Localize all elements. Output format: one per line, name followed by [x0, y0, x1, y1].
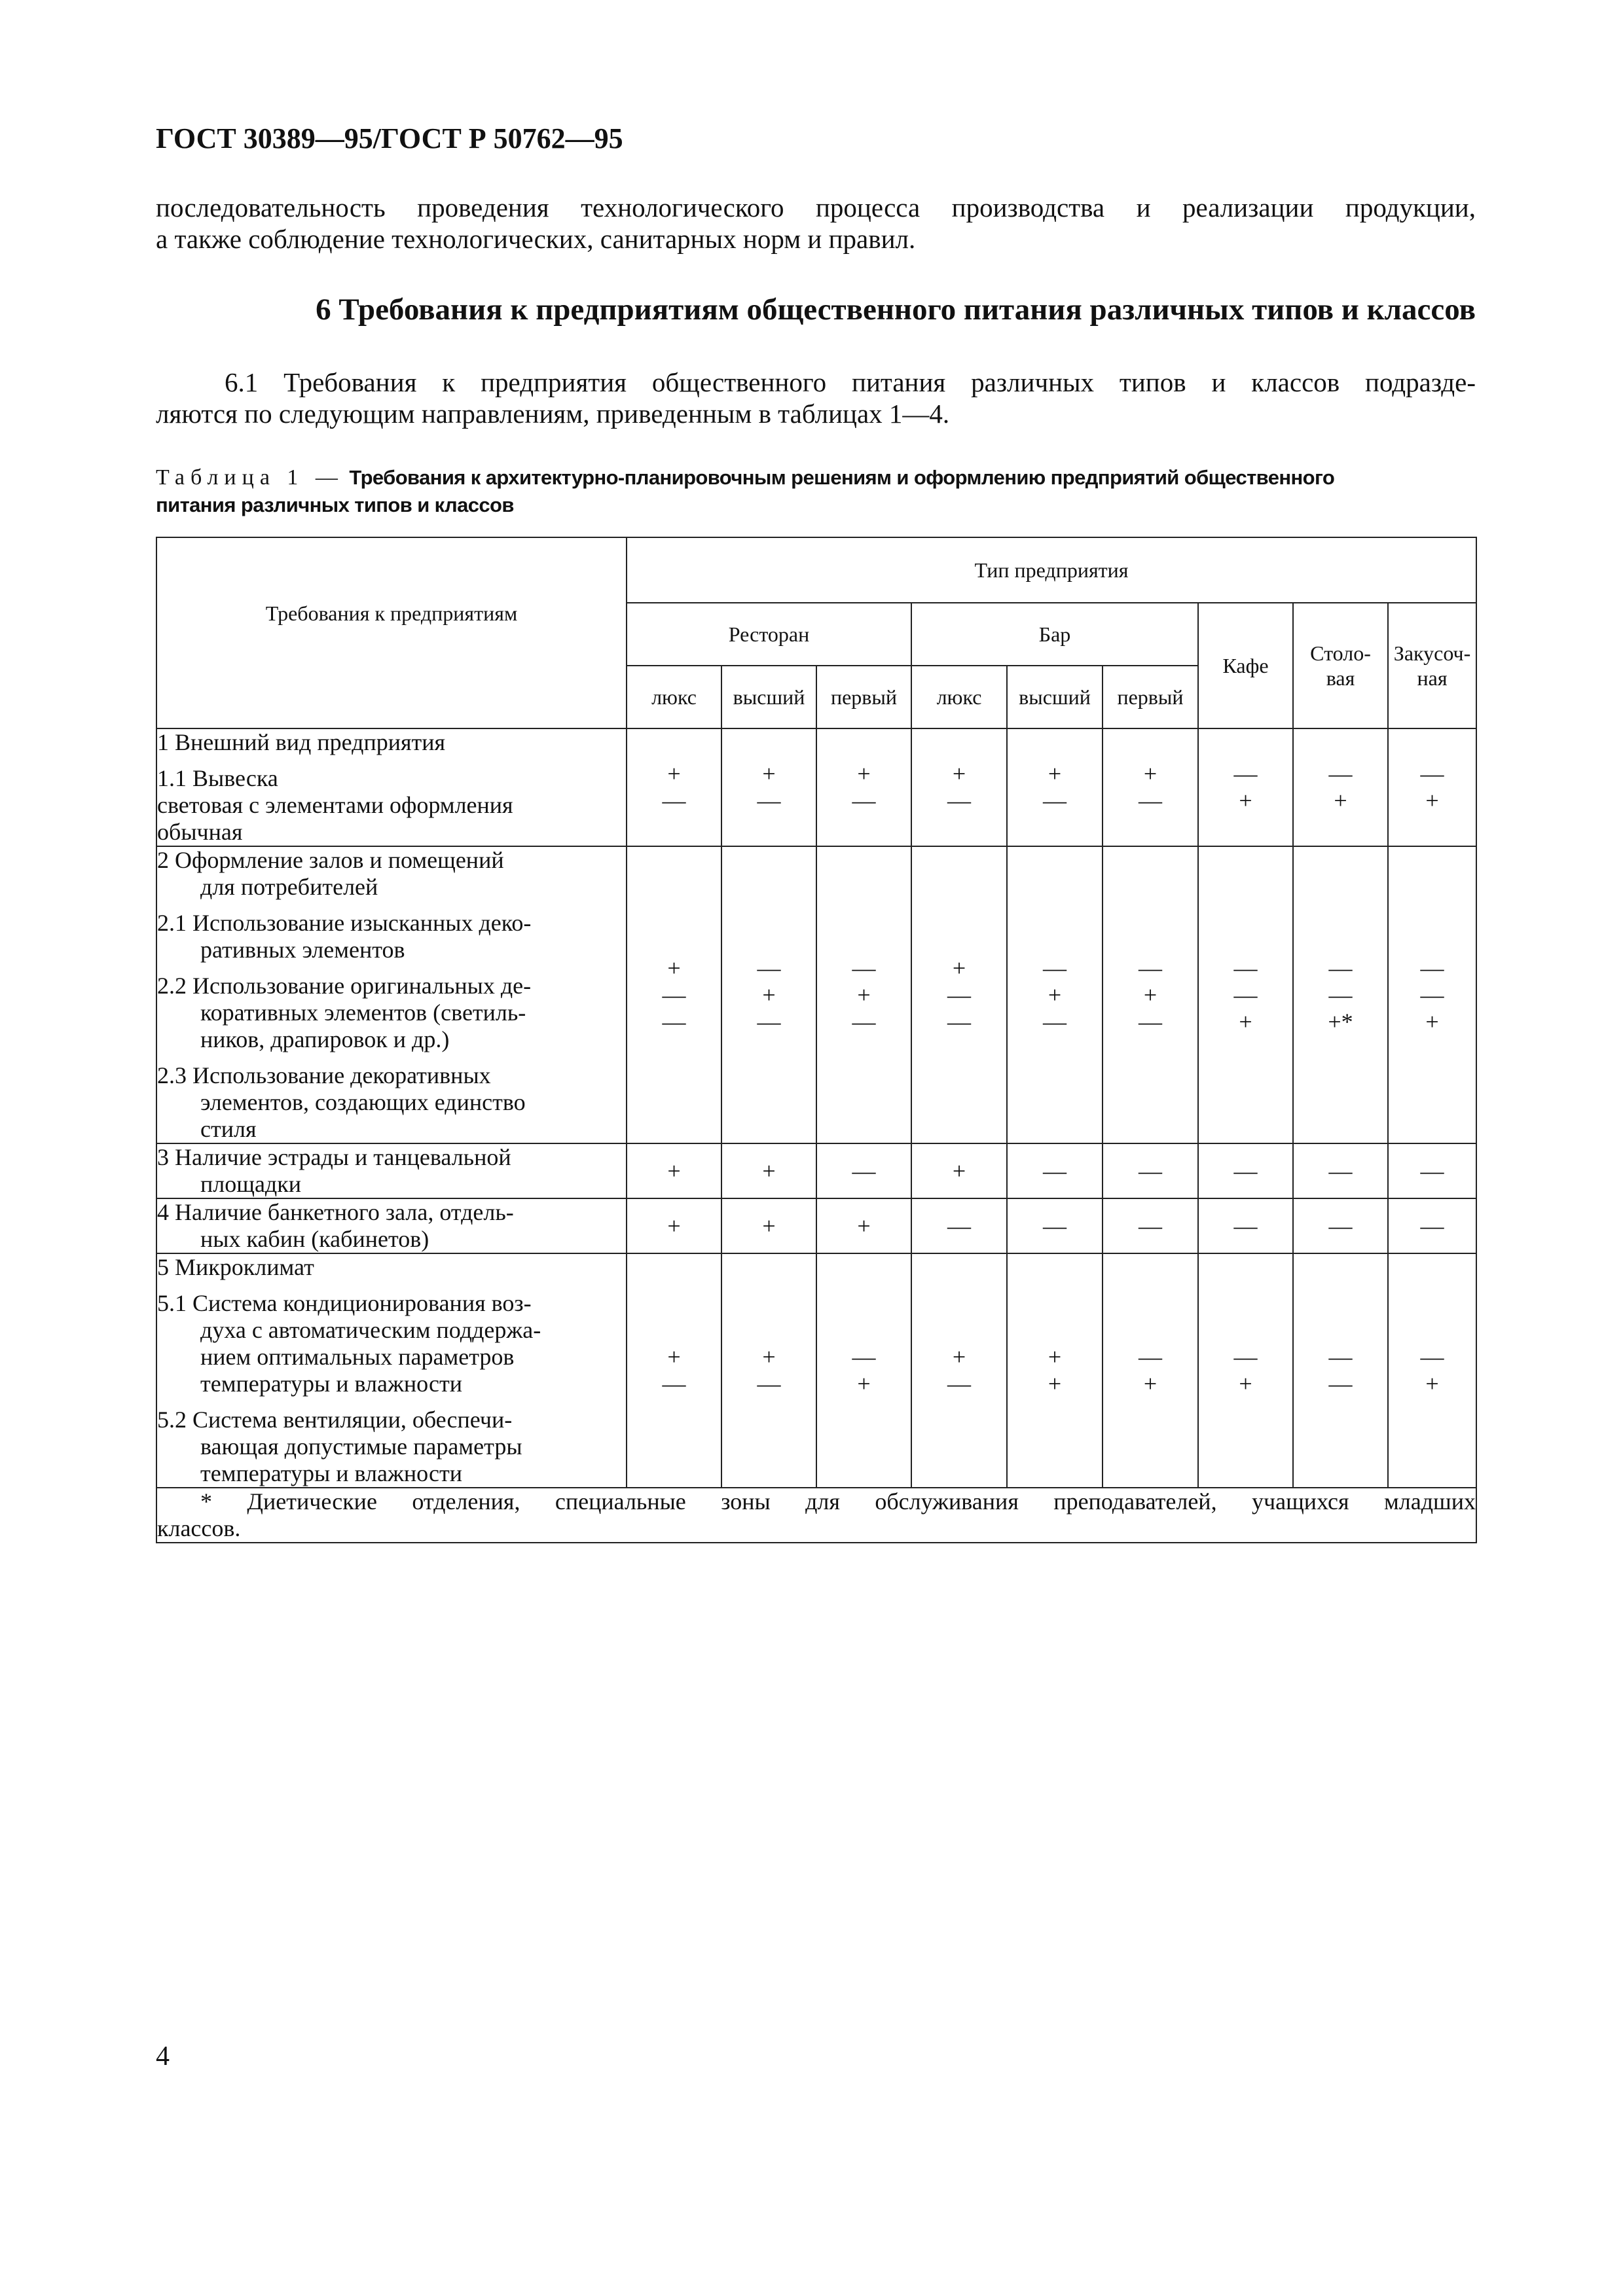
value-mark: +	[1239, 787, 1252, 814]
requirements-table	[156, 537, 1477, 1543]
value-mark: +	[857, 761, 871, 787]
value-mark: —	[852, 1008, 876, 1035]
requirement-line: стиля	[200, 1116, 257, 1142]
value-mark: —	[852, 954, 876, 981]
value-cell	[1293, 1253, 1388, 1488]
value-cell	[1388, 1198, 1476, 1253]
value-mark: +	[1143, 761, 1158, 787]
value-cell	[1293, 728, 1388, 846]
value-cell	[1007, 1253, 1103, 1488]
requirement-line: площадки	[200, 1171, 302, 1197]
value-cell	[1103, 1143, 1198, 1198]
table-caption-title-1: Требования к архитектурно-планировочным решениям и оформлению предприятий общественного	[349, 466, 1335, 489]
value-mark: —	[1043, 1008, 1067, 1035]
value-mark: +	[1239, 1008, 1252, 1035]
class-bar-lux: люкс	[911, 666, 1007, 728]
value-cell	[1103, 846, 1198, 1143]
value-cell	[1103, 1253, 1198, 1488]
header-requirements: Требования к предприятиям	[156, 537, 627, 728]
value-cell	[1388, 1253, 1476, 1488]
value-mark: +	[1239, 1371, 1252, 1397]
value-cell	[721, 846, 816, 1143]
value-cell	[816, 1253, 911, 1488]
value-mark: —	[1233, 1157, 1258, 1184]
intro-line-1: последовательность проведения технологического процесса производства и реализации продукции,	[156, 192, 1476, 223]
requirement-line: 5.1 Система кондиционирования воз-	[157, 1290, 532, 1316]
value-cell	[816, 728, 911, 846]
value-mark: +	[857, 1371, 871, 1397]
value-mark: —	[1328, 1212, 1353, 1239]
value-mark: —	[1420, 1157, 1444, 1184]
value-cell	[1198, 1143, 1293, 1198]
value-mark: —	[1139, 954, 1162, 981]
table-row	[156, 728, 1476, 846]
value-cell	[1007, 1143, 1103, 1198]
value-mark: —	[1328, 761, 1353, 787]
value-cell	[1007, 846, 1103, 1143]
value-cell	[816, 1198, 911, 1253]
value-mark: +	[667, 1344, 681, 1370]
requirement-line: 3 Наличие эстрады и танцевальной	[157, 1144, 511, 1170]
value-cell	[1007, 728, 1103, 846]
value-mark: +	[952, 761, 966, 787]
value-cell	[721, 728, 816, 846]
value-mark: —	[1328, 981, 1353, 1008]
value-cell	[911, 1253, 1007, 1488]
requirement-line: 1.1 Вывеска	[157, 765, 278, 791]
value-cell	[1293, 1198, 1388, 1253]
requirement-line: 2 Оформление залов и помещений	[157, 847, 504, 873]
value-mark: —	[852, 1157, 876, 1184]
requirement-line: духа с автоматическим поддержа-	[200, 1317, 541, 1343]
value-mark: —	[1420, 1212, 1444, 1239]
value-cell	[1198, 728, 1293, 846]
value-mark: +	[667, 954, 681, 981]
requirement-line: для потребителей	[200, 874, 378, 900]
value-mark: +	[952, 954, 966, 981]
value-mark: +	[1425, 1371, 1439, 1397]
table-caption-title-2: питания различных типов и классов	[156, 493, 514, 516]
requirement-line: 1 Внешний вид предприятия	[157, 729, 446, 755]
line-spacer	[157, 901, 626, 910]
value-mark: +	[857, 1212, 871, 1239]
value-cell	[627, 846, 721, 1143]
value-mark: —	[1328, 954, 1353, 981]
paragraph-6-1	[156, 367, 1476, 429]
requirement-label	[156, 1253, 627, 1488]
value-mark: +	[762, 761, 776, 787]
value-mark: —	[757, 787, 781, 814]
class-restaurant-highest: высший	[721, 666, 816, 728]
header-cafe: Кафе	[1198, 603, 1293, 728]
value-mark: —	[757, 954, 781, 981]
header-canteen-line-2: вая	[1326, 666, 1355, 690]
value-mark: —	[1043, 954, 1067, 981]
line-spacer	[157, 963, 626, 973]
value-mark: —	[1420, 981, 1444, 1008]
value-mark: +	[952, 1344, 966, 1370]
value-mark: —	[1233, 954, 1258, 981]
table-caption-label: Таблица 1 —	[156, 465, 344, 490]
value-mark: +	[762, 1157, 776, 1184]
requirement-line: обычная	[157, 819, 243, 845]
header-snack-bar	[1388, 603, 1476, 728]
header-snack-line-1: Закусоч-	[1393, 641, 1471, 665]
value-mark: +	[952, 1157, 966, 1184]
value-mark: +	[667, 1212, 681, 1239]
value-mark: +	[1048, 981, 1062, 1008]
value-mark: +*	[1328, 1008, 1353, 1035]
intro-paragraph	[156, 192, 1476, 255]
value-mark: —	[947, 787, 971, 814]
requirement-label	[156, 728, 627, 846]
value-mark: —	[1233, 1212, 1258, 1239]
requirement-line: нием оптимальных параметров	[200, 1344, 515, 1370]
value-mark: —	[1420, 954, 1444, 981]
requirement-label	[156, 1198, 627, 1253]
p61-line-2: ляются по следующим направлениям, приведенным в таблицах 1—4.	[156, 399, 950, 429]
value-mark: —	[1139, 1157, 1162, 1184]
value-mark: —	[1328, 1157, 1353, 1184]
value-mark: +	[1048, 1371, 1062, 1397]
requirement-line: ников, драпировок и др.)	[200, 1026, 450, 1052]
value-mark: —	[662, 787, 686, 814]
value-mark: —	[1233, 761, 1258, 787]
page-number: 4	[156, 2041, 170, 2072]
value-mark: +	[857, 981, 871, 1008]
value-mark: —	[1233, 981, 1258, 1008]
value-mark: +	[1143, 1371, 1158, 1397]
requirement-line: коративных элементов (светиль-	[200, 999, 526, 1026]
value-cell	[911, 728, 1007, 846]
header-bar: Бар	[911, 603, 1198, 666]
value-mark: —	[1139, 787, 1162, 814]
value-cell	[627, 1253, 721, 1488]
value-cell	[1293, 846, 1388, 1143]
value-cell	[911, 846, 1007, 1143]
header-restaurant: Ресторан	[627, 603, 911, 666]
requirement-label	[156, 846, 627, 1143]
header-canteen	[1293, 603, 1388, 728]
requirement-line: 5 Микроклимат	[157, 1254, 314, 1280]
line-spacer	[157, 756, 626, 765]
footnote-line-1: * Диетические отделения, специальные зоны для обслуживания преподавателей, учащихся младших	[200, 1488, 1476, 1515]
value-mark: —	[757, 1371, 781, 1397]
value-cell	[627, 728, 721, 846]
value-mark: +	[1425, 787, 1439, 814]
header-enterprise-type: Тип предприятия	[627, 537, 1476, 603]
class-restaurant-first: первый	[816, 666, 911, 728]
value-mark: —	[1043, 1157, 1067, 1184]
header-snack-line-2: ная	[1417, 666, 1448, 690]
requirement-line: 2.3 Использование декоративных	[157, 1062, 491, 1088]
requirement-label	[156, 1143, 627, 1198]
value-mark: —	[1139, 1344, 1162, 1370]
table-footnote	[156, 1488, 1476, 1543]
requirement-line: световая с элементами оформления	[157, 792, 513, 818]
value-mark: —	[757, 1008, 781, 1035]
table-row	[156, 846, 1476, 1143]
value-mark: +	[1334, 787, 1347, 814]
line-spacer	[157, 1397, 626, 1407]
value-cell	[1388, 728, 1476, 846]
value-mark: —	[1139, 1008, 1162, 1035]
value-cell	[1293, 1143, 1388, 1198]
value-cell	[816, 1143, 911, 1198]
value-mark: —	[662, 1371, 686, 1397]
value-cell	[1198, 1198, 1293, 1253]
requirement-line: температуры и влажности	[200, 1460, 462, 1486]
value-mark: —	[1328, 1371, 1353, 1397]
value-mark: —	[1420, 1344, 1444, 1370]
value-mark: +	[762, 981, 776, 1008]
requirement-line: 4 Наличие банкетного зала, отдель-	[157, 1199, 514, 1225]
section-title: 6 Требования к предприятиям общественного питания различных типов и классов	[316, 293, 1476, 327]
value-cell	[1007, 1198, 1103, 1253]
value-cell	[1103, 728, 1198, 846]
value-mark: +	[762, 1344, 776, 1370]
line-spacer	[157, 1053, 626, 1062]
header-canteen-line-1: Столо-	[1310, 641, 1371, 665]
value-mark: —	[1043, 787, 1067, 814]
requirement-line: 2.1 Использование изысканных деко-	[157, 910, 532, 936]
value-mark: +	[1048, 761, 1062, 787]
value-mark: —	[947, 981, 971, 1008]
value-mark: +	[762, 1212, 776, 1239]
value-mark: +	[1048, 1344, 1062, 1370]
document-header: ГОСТ 30389—95/ГОСТ Р 50762—95	[156, 122, 623, 154]
value-cell	[721, 1253, 816, 1488]
value-cell	[721, 1143, 816, 1198]
value-mark: +	[667, 1157, 681, 1184]
value-cell	[721, 1198, 816, 1253]
value-cell	[1198, 846, 1293, 1143]
value-mark: —	[852, 787, 876, 814]
value-mark: —	[852, 1344, 876, 1370]
value-cell	[816, 846, 911, 1143]
value-mark: —	[947, 1212, 971, 1239]
value-cell	[627, 1198, 721, 1253]
requirement-line: температуры и влажности	[200, 1371, 462, 1397]
footnote-line-2: классов.	[157, 1515, 241, 1541]
line-spacer	[157, 1281, 626, 1290]
value-cell	[911, 1198, 1007, 1253]
value-cell	[627, 1143, 721, 1198]
requirement-line: вающая допустимые параметры	[200, 1433, 522, 1460]
value-mark: —	[662, 1008, 686, 1035]
class-bar-first: первый	[1103, 666, 1198, 728]
requirement-line: ративных элементов	[200, 937, 405, 963]
requirement-line: ных кабин (кабинетов)	[200, 1226, 429, 1252]
table-row	[156, 1198, 1476, 1253]
intro-line-2: а также соблюдение технологических, санитарных норм и правил.	[156, 224, 916, 254]
value-cell	[1388, 846, 1476, 1143]
table-caption	[156, 464, 1476, 519]
table-row	[156, 1143, 1476, 1198]
value-mark: —	[1139, 1212, 1162, 1239]
value-mark: +	[667, 761, 681, 787]
p61-line-1: 6.1 Требования к предприятия общественного питания различных типов и классов подразде-	[225, 367, 1476, 397]
class-restaurant-lux: люкс	[627, 666, 721, 728]
requirement-line: 2.2 Использование оригинальных де-	[157, 973, 532, 999]
class-bar-highest: высший	[1007, 666, 1103, 728]
value-mark: —	[1233, 1344, 1258, 1370]
value-cell	[911, 1143, 1007, 1198]
value-cell	[1103, 1198, 1198, 1253]
value-cell	[1198, 1253, 1293, 1488]
value-mark: —	[947, 1008, 971, 1035]
value-cell	[1388, 1143, 1476, 1198]
value-mark: +	[1425, 1008, 1439, 1035]
value-mark: —	[1043, 1212, 1067, 1239]
requirement-line: 5.2 Система вентиляции, обеспечи-	[157, 1407, 513, 1433]
value-mark: —	[1420, 761, 1444, 787]
value-mark: +	[1143, 981, 1158, 1008]
table-row	[156, 1253, 1476, 1488]
value-mark: —	[662, 981, 686, 1008]
requirement-line: элементов, создающих единство	[200, 1089, 526, 1115]
value-mark: —	[1328, 1344, 1353, 1370]
value-mark: —	[947, 1371, 971, 1397]
